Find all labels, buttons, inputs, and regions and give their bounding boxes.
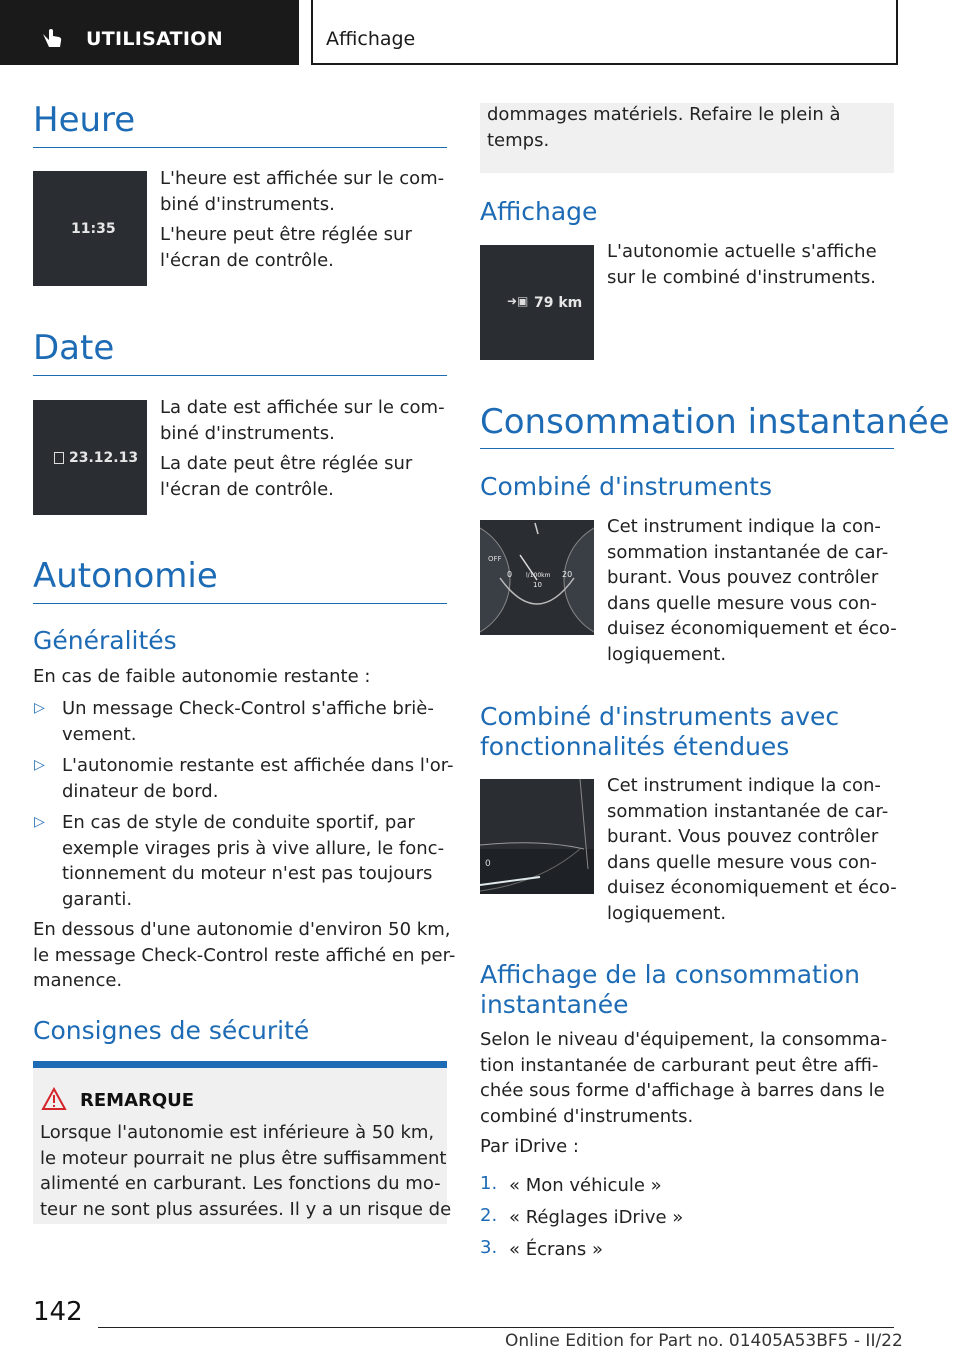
note-title: REMARQUE: [80, 1090, 195, 1111]
step-number: 1.: [480, 1173, 498, 1194]
hand-pointer-icon: [40, 26, 64, 50]
heading-affichage-consommation: Affichage de la consommation instantanée: [480, 960, 860, 1019]
date-display-image: 23.12.13: [33, 400, 147, 515]
rule-autonomie: [33, 603, 447, 604]
heading-consignes: Consignes de sécurité: [33, 1016, 310, 1045]
rule-heure: [33, 147, 447, 148]
affichage-paragraph: L'autonomie actuelle s'affiche sur le combiné d'instruments.: [607, 241, 877, 288]
extended-cluster-image: 0: [480, 779, 594, 894]
warning-icon: [41, 1087, 67, 1111]
footer-edition: Online Edition for Part no. 01405A53BF5 - II/22: [505, 1331, 903, 1351]
autonomie-paragraph: En dessous d'une autonomie d'environ 50 km, le message Check-Control reste affiché en per- manence.: [33, 919, 456, 991]
bullet-triangle-icon: ▷: [34, 700, 45, 716]
rule-date: [33, 375, 447, 376]
note-top-bar: [33, 1061, 447, 1068]
extended-gauge-icon: [480, 779, 594, 894]
heading-heure: Heure: [33, 100, 136, 140]
bullet-item-1: Un message Check-Control s'affiche briè- vement.: [62, 698, 434, 745]
date-paragraph-2: La date peut être réglée sur l'écran de contrôle.: [160, 453, 413, 500]
idrive-label: Par iDrive :: [480, 1136, 579, 1157]
bullet-item-2: L'autonomie restante est affichée dans l'or- dinateur de bord.: [62, 755, 454, 802]
heading-autonomie: Autonomie: [33, 556, 218, 596]
heading-combine: Combiné d'instruments: [480, 472, 772, 501]
clock-display-image: 11:35: [33, 171, 147, 286]
combine-etendu-paragraph: Cet instrument indique la con- sommation instantanée de car- burant. Vous pouvez contrôler dans quelle mesure vous con- duisez économiquement et éco- logiquement.: [607, 775, 897, 924]
step-number: 3.: [480, 1237, 498, 1258]
rule-consommation: [480, 448, 894, 449]
note-text-continued: dommages matériels. Refaire le plein à temps.: [487, 104, 841, 151]
step-text: « Écrans »: [509, 1239, 603, 1260]
autonomie-intro: En cas de faible autonomie restante :: [33, 666, 371, 687]
calendar-icon: [54, 452, 64, 464]
heading-date: Date: [33, 328, 115, 368]
page-number: 142: [33, 1297, 83, 1327]
note-text: Lorsque l'autonomie est inférieure à 50 km, le moteur pourrait ne plus être suffisamment alimenté en carburant. Les fonctions du mo- teur ne sont plus assurées. Il y a un risque de: [40, 1122, 452, 1220]
range-display-image: ➜▣ 79 km: [480, 245, 594, 360]
heading-affichage: Affichage: [480, 197, 598, 226]
heure-paragraph-2: L'heure peut être réglée sur l'écran de contrôle.: [160, 224, 412, 271]
affichage-consommation-paragraph: Selon le niveau d'équipement, la consomma- tion instantanée de carburant peut être affi- chée sous forme d'affichage à barres dans le combiné d'instruments.: [480, 1029, 888, 1127]
heading-generalites: Généralités: [33, 626, 177, 655]
fuel-pump-icon: ➜▣: [507, 294, 529, 308]
header-topic-title: Affichage: [326, 28, 416, 50]
footer-rule: [98, 1327, 894, 1328]
step-number: 2.: [480, 1205, 498, 1226]
heure-paragraph-1: L'heure est affichée sur le com- biné d'instruments.: [160, 168, 445, 215]
bullet-triangle-icon: ▷: [34, 757, 45, 773]
heading-combine-etendu: Combiné d'instruments avec fonctionnalités étendues: [480, 702, 840, 761]
step-text: « Réglages iDrive »: [509, 1207, 684, 1228]
combine-paragraph: Cet instrument indique la con- sommation instantanée de car- burant. Vous pouvez contrôler dans quelle mesure vous con- duisez économiquement et éco- logiquement.: [607, 516, 897, 665]
heading-consommation: Consommation instantanée: [480, 402, 950, 442]
bullet-item-3: En cas de style de conduite sportif, par exemple virages pris à vive allure, le fonc- tionnement du moteur n'est pas toujours garanti.: [62, 812, 445, 910]
date-paragraph-1: La date est affichée sur le com- biné d'instruments.: [160, 397, 445, 444]
header-section-title: UTILISATION: [86, 28, 223, 50]
bullet-triangle-icon: ▷: [34, 814, 45, 830]
step-text: « Mon véhicule »: [509, 1175, 662, 1196]
consumption-gauge-image: OFF 0 l/100km 10 20: [480, 520, 594, 635]
